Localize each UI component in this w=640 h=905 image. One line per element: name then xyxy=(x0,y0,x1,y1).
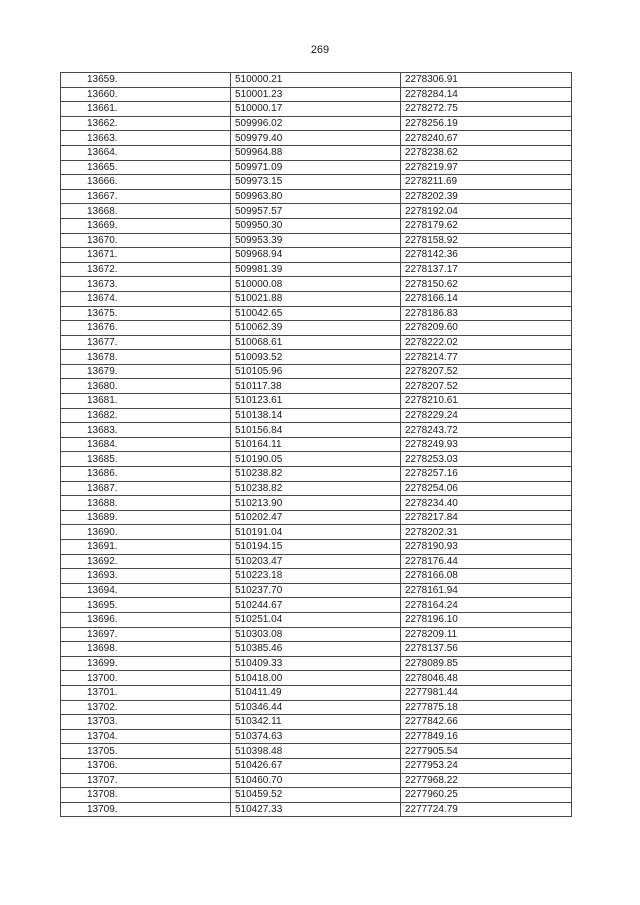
x-coordinate-cell: 510374.63 xyxy=(231,729,401,744)
point-number-cell: 13697. xyxy=(61,627,231,642)
x-coordinate-cell: 509981.39 xyxy=(231,262,401,277)
table-row xyxy=(61,656,572,671)
x-coordinate-cell: 510042.65 xyxy=(231,306,401,321)
table-row xyxy=(61,773,572,788)
y-coordinate-cell: 2278161.94 xyxy=(401,583,572,598)
x-coordinate-cell: 510194.15 xyxy=(231,540,401,555)
point-number-cell: 13682. xyxy=(61,408,231,423)
table-row xyxy=(61,525,572,540)
y-coordinate-cell: 2278137.17 xyxy=(401,262,572,277)
x-coordinate-cell: 510062.39 xyxy=(231,321,401,336)
y-coordinate-cell: 2278240.67 xyxy=(401,131,572,146)
point-number-cell: 13691. xyxy=(61,540,231,555)
point-number-cell: 13678. xyxy=(61,350,231,365)
table-row xyxy=(61,364,572,379)
y-coordinate-cell: 2278179.62 xyxy=(401,218,572,233)
point-number-cell: 13690. xyxy=(61,525,231,540)
y-coordinate-cell: 2278253.03 xyxy=(401,452,572,467)
point-number-cell: 13686. xyxy=(61,467,231,482)
point-number-cell: 13665. xyxy=(61,160,231,175)
y-coordinate-cell: 2278207.52 xyxy=(401,364,572,379)
point-number-cell: 13671. xyxy=(61,248,231,263)
point-number-cell: 13702. xyxy=(61,700,231,715)
y-coordinate-cell: 2277875.18 xyxy=(401,700,572,715)
table-row xyxy=(61,175,572,190)
point-number-cell: 13688. xyxy=(61,496,231,511)
y-coordinate-cell: 2277981.44 xyxy=(401,685,572,700)
x-coordinate-cell: 510000.08 xyxy=(231,277,401,292)
y-coordinate-cell: 2278209.60 xyxy=(401,321,572,336)
x-coordinate-cell: 510156.84 xyxy=(231,423,401,438)
x-coordinate-cell: 510000.21 xyxy=(231,73,401,88)
x-coordinate-cell: 510238.82 xyxy=(231,467,401,482)
y-coordinate-cell: 2278190.93 xyxy=(401,540,572,555)
x-coordinate-cell: 510093.52 xyxy=(231,350,401,365)
point-number-cell: 13695. xyxy=(61,598,231,613)
table-row xyxy=(61,612,572,627)
y-coordinate-cell: 2278196.10 xyxy=(401,612,572,627)
page-number: 269 xyxy=(310,44,330,56)
point-number-cell: 13692. xyxy=(61,554,231,569)
y-coordinate-cell: 2278210.61 xyxy=(401,394,572,409)
point-number-cell: 13687. xyxy=(61,481,231,496)
x-coordinate-cell: 510001.23 xyxy=(231,87,401,102)
y-coordinate-cell: 2277905.54 xyxy=(401,744,572,759)
y-coordinate-cell: 2278306.91 xyxy=(401,73,572,88)
y-coordinate-cell: 2278229.24 xyxy=(401,408,572,423)
x-coordinate-cell: 510021.88 xyxy=(231,291,401,306)
x-coordinate-cell: 510342.11 xyxy=(231,715,401,730)
y-coordinate-cell: 2278284.14 xyxy=(401,87,572,102)
table-row xyxy=(61,423,572,438)
table-row xyxy=(61,204,572,219)
y-coordinate-cell: 2278211.69 xyxy=(401,175,572,190)
table-row xyxy=(61,598,572,613)
point-number-cell: 13676. xyxy=(61,321,231,336)
y-coordinate-cell: 2277724.79 xyxy=(401,802,572,817)
y-coordinate-cell: 2278249.93 xyxy=(401,437,572,452)
y-coordinate-cell: 2278209.11 xyxy=(401,627,572,642)
coordinates-table xyxy=(60,72,572,817)
x-coordinate-cell: 510202.47 xyxy=(231,510,401,525)
table-row xyxy=(61,685,572,700)
x-coordinate-cell: 510251.04 xyxy=(231,612,401,627)
x-coordinate-cell: 509963.80 xyxy=(231,189,401,204)
table-row xyxy=(61,379,572,394)
table-row xyxy=(61,306,572,321)
table-row xyxy=(61,233,572,248)
table-row xyxy=(61,145,572,160)
point-number-cell: 13669. xyxy=(61,218,231,233)
y-coordinate-cell: 2278272.75 xyxy=(401,102,572,117)
point-number-cell: 13666. xyxy=(61,175,231,190)
x-coordinate-cell: 510411.49 xyxy=(231,685,401,700)
x-coordinate-cell: 509973.15 xyxy=(231,175,401,190)
x-coordinate-cell: 510303.08 xyxy=(231,627,401,642)
table-row xyxy=(61,321,572,336)
x-coordinate-cell: 510000.17 xyxy=(231,102,401,117)
point-number-cell: 13675. xyxy=(61,306,231,321)
x-coordinate-cell: 510117.38 xyxy=(231,379,401,394)
point-number-cell: 13685. xyxy=(61,452,231,467)
point-number-cell: 13684. xyxy=(61,437,231,452)
point-number-cell: 13663. xyxy=(61,131,231,146)
table-row xyxy=(61,218,572,233)
point-number-cell: 13694. xyxy=(61,583,231,598)
table-row xyxy=(61,73,572,88)
y-coordinate-cell: 2278257.16 xyxy=(401,467,572,482)
y-coordinate-cell: 2278164.24 xyxy=(401,598,572,613)
point-number-cell: 13696. xyxy=(61,612,231,627)
table-row xyxy=(61,496,572,511)
y-coordinate-cell: 2277842.66 xyxy=(401,715,572,730)
table-row xyxy=(61,540,572,555)
table-row xyxy=(61,744,572,759)
table-row xyxy=(61,671,572,686)
point-number-cell: 13699. xyxy=(61,656,231,671)
y-coordinate-cell: 2277968.22 xyxy=(401,773,572,788)
point-number-cell: 13701. xyxy=(61,685,231,700)
y-coordinate-cell: 2278142.36 xyxy=(401,248,572,263)
coordinates-table-body xyxy=(61,73,572,817)
table-row xyxy=(61,481,572,496)
y-coordinate-cell: 2277953.24 xyxy=(401,758,572,773)
point-number-cell: 13673. xyxy=(61,277,231,292)
point-number-cell: 13667. xyxy=(61,189,231,204)
y-coordinate-cell: 2278166.14 xyxy=(401,291,572,306)
table-row xyxy=(61,248,572,263)
x-coordinate-cell: 509968.94 xyxy=(231,248,401,263)
table-row xyxy=(61,394,572,409)
y-coordinate-cell: 2277960.25 xyxy=(401,788,572,803)
point-number-cell: 13674. xyxy=(61,291,231,306)
y-coordinate-cell: 2278166.08 xyxy=(401,569,572,584)
table-row xyxy=(61,554,572,569)
table-row xyxy=(61,758,572,773)
table-row xyxy=(61,335,572,350)
table-row xyxy=(61,277,572,292)
y-coordinate-cell: 2278254.06 xyxy=(401,481,572,496)
x-coordinate-cell: 510346.44 xyxy=(231,700,401,715)
table-row xyxy=(61,700,572,715)
point-number-cell: 13661. xyxy=(61,102,231,117)
x-coordinate-cell: 510427.33 xyxy=(231,802,401,817)
x-coordinate-cell: 510203.47 xyxy=(231,554,401,569)
x-coordinate-cell: 509950.30 xyxy=(231,218,401,233)
table-row xyxy=(61,291,572,306)
table-row xyxy=(61,160,572,175)
y-coordinate-cell: 2278219.97 xyxy=(401,160,572,175)
x-coordinate-cell: 510418.00 xyxy=(231,671,401,686)
point-number-cell: 13706. xyxy=(61,758,231,773)
y-coordinate-cell: 2278202.39 xyxy=(401,189,572,204)
point-number-cell: 13662. xyxy=(61,116,231,131)
point-number-cell: 13681. xyxy=(61,394,231,409)
y-coordinate-cell: 2278150.62 xyxy=(401,277,572,292)
table-row xyxy=(61,583,572,598)
table-row xyxy=(61,642,572,657)
y-coordinate-cell: 2278217.84 xyxy=(401,510,572,525)
y-coordinate-cell: 2277849.16 xyxy=(401,729,572,744)
table-row xyxy=(61,627,572,642)
point-number-cell: 13659. xyxy=(61,73,231,88)
y-coordinate-cell: 2278207.52 xyxy=(401,379,572,394)
point-number-cell: 13672. xyxy=(61,262,231,277)
point-number-cell: 13708. xyxy=(61,788,231,803)
table-row xyxy=(61,729,572,744)
point-number-cell: 13709. xyxy=(61,802,231,817)
point-number-cell: 13689. xyxy=(61,510,231,525)
point-number-cell: 13703. xyxy=(61,715,231,730)
table-row xyxy=(61,569,572,584)
x-coordinate-cell: 510190.05 xyxy=(231,452,401,467)
point-number-cell: 13700. xyxy=(61,671,231,686)
table-row xyxy=(61,350,572,365)
point-number-cell: 13660. xyxy=(61,87,231,102)
table-row xyxy=(61,715,572,730)
x-coordinate-cell: 510398.48 xyxy=(231,744,401,759)
point-number-cell: 13707. xyxy=(61,773,231,788)
point-number-cell: 13677. xyxy=(61,335,231,350)
y-coordinate-cell: 2278137.56 xyxy=(401,642,572,657)
y-coordinate-cell: 2278186.83 xyxy=(401,306,572,321)
point-number-cell: 13664. xyxy=(61,145,231,160)
x-coordinate-cell: 509971.09 xyxy=(231,160,401,175)
x-coordinate-cell: 510426.67 xyxy=(231,758,401,773)
y-coordinate-cell: 2278192.04 xyxy=(401,204,572,219)
table-row xyxy=(61,87,572,102)
y-coordinate-cell: 2278089.85 xyxy=(401,656,572,671)
point-number-cell: 13679. xyxy=(61,364,231,379)
x-coordinate-cell: 510213.90 xyxy=(231,496,401,511)
x-coordinate-cell: 510138.14 xyxy=(231,408,401,423)
point-number-cell: 13704. xyxy=(61,729,231,744)
y-coordinate-cell: 2278214.77 xyxy=(401,350,572,365)
x-coordinate-cell: 510068.61 xyxy=(231,335,401,350)
x-coordinate-cell: 510385.46 xyxy=(231,642,401,657)
table-row xyxy=(61,802,572,817)
x-coordinate-cell: 509964.88 xyxy=(231,145,401,160)
x-coordinate-cell: 510244.67 xyxy=(231,598,401,613)
point-number-cell: 13698. xyxy=(61,642,231,657)
table-row xyxy=(61,510,572,525)
y-coordinate-cell: 2278222.02 xyxy=(401,335,572,350)
point-number-cell: 13693. xyxy=(61,569,231,584)
y-coordinate-cell: 2278158.92 xyxy=(401,233,572,248)
x-coordinate-cell: 510237.70 xyxy=(231,583,401,598)
table-row xyxy=(61,262,572,277)
x-coordinate-cell: 510164.11 xyxy=(231,437,401,452)
x-coordinate-cell: 510123.61 xyxy=(231,394,401,409)
point-number-cell: 13705. xyxy=(61,744,231,759)
point-number-cell: 13683. xyxy=(61,423,231,438)
table-row xyxy=(61,788,572,803)
table-row xyxy=(61,452,572,467)
y-coordinate-cell: 2278234.40 xyxy=(401,496,572,511)
y-coordinate-cell: 2278243.72 xyxy=(401,423,572,438)
table-row xyxy=(61,102,572,117)
point-number-cell: 13670. xyxy=(61,233,231,248)
table-row xyxy=(61,467,572,482)
x-coordinate-cell: 510223.18 xyxy=(231,569,401,584)
x-coordinate-cell: 510460.70 xyxy=(231,773,401,788)
x-coordinate-cell: 510409.33 xyxy=(231,656,401,671)
table-row xyxy=(61,189,572,204)
x-coordinate-cell: 510105.96 xyxy=(231,364,401,379)
x-coordinate-cell: 509979.40 xyxy=(231,131,401,146)
table-row xyxy=(61,116,572,131)
y-coordinate-cell: 2278256.19 xyxy=(401,116,572,131)
x-coordinate-cell: 510459.52 xyxy=(231,788,401,803)
y-coordinate-cell: 2278176.44 xyxy=(401,554,572,569)
x-coordinate-cell: 510238.82 xyxy=(231,481,401,496)
y-coordinate-cell: 2278238.62 xyxy=(401,145,572,160)
y-coordinate-cell: 2278202.31 xyxy=(401,525,572,540)
table-row xyxy=(61,131,572,146)
x-coordinate-cell: 509957.57 xyxy=(231,204,401,219)
y-coordinate-cell: 2278046.48 xyxy=(401,671,572,686)
table-row xyxy=(61,408,572,423)
table-row xyxy=(61,437,572,452)
x-coordinate-cell: 510191.04 xyxy=(231,525,401,540)
x-coordinate-cell: 509996.02 xyxy=(231,116,401,131)
x-coordinate-cell: 509953.39 xyxy=(231,233,401,248)
point-number-cell: 13668. xyxy=(61,204,231,219)
point-number-cell: 13680. xyxy=(61,379,231,394)
